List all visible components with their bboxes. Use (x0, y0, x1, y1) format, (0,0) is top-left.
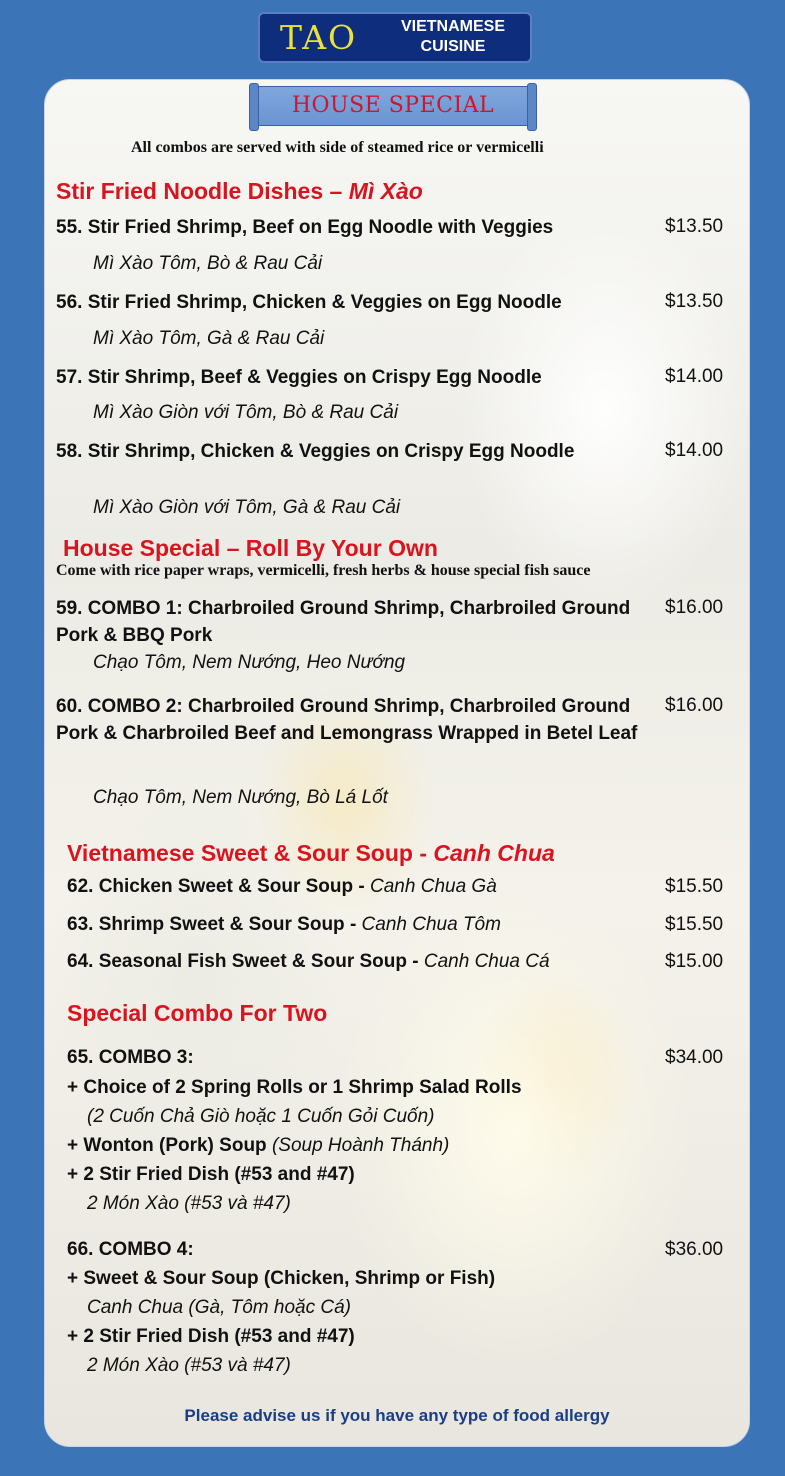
viet-name-57: Mì Xào Giòn với Tôm, Bò & Rau Cải (93, 402, 399, 423)
viet-name-55: Mì Xào Tôm, Bò & Rau Cải (93, 253, 323, 274)
brand-subtitle-line2: CUISINE (420, 38, 486, 55)
combo3-line2: (2 Cuốn Chả Giò hoặc 1 Cuốn Gỏi Cuốn) (87, 1106, 435, 1127)
combo3-line5: 2 Món Xào (#53 và #47) (87, 1193, 291, 1214)
combo3-title: 65. COMBO 3: (67, 1047, 194, 1068)
allergy-notice: Please advise us if you have any type of food allergy (184, 1406, 610, 1425)
price-60: $16.00 (665, 695, 724, 716)
combo4-line4: 2 Món Xào (#53 và #47) (87, 1355, 291, 1376)
combo3-line1: + Choice of 2 Spring Rolls or 1 Shrimp Salad Rolls (67, 1077, 522, 1098)
section-title-soup: Vietnamese Sweet & Sour Soup - Canh Chua (67, 840, 555, 866)
viet-name-58: Mì Xào Giòn với Tôm, Gà & Rau Cải (93, 497, 401, 518)
section-title-combo: Special Combo For Two (67, 1000, 328, 1026)
menu-item-62: 62. Chicken Sweet & Sour Soup - Canh Chua Gà (67, 876, 497, 897)
viet-name-56: Mì Xào Tôm, Gà & Rau Cải (93, 328, 325, 349)
combo4-line2: Canh Chua (Gà, Tôm hoặc Cá) (87, 1297, 352, 1318)
restaurant-header (258, 12, 532, 63)
combo4-line3: + 2 Stir Fried Dish (#53 and #47) (67, 1326, 355, 1347)
combo4-title: 66. COMBO 4: (67, 1239, 194, 1260)
combo3-line3: + Wonton (Pork) Soup (Soup Hoành Thánh) (67, 1135, 450, 1156)
menu-item-63: 63. Shrimp Sweet & Sour Soup - Canh Chua Tôm (67, 914, 501, 935)
price-63: $15.50 (665, 914, 724, 935)
price-56: $13.50 (665, 291, 724, 312)
intro-note: All combos are served with side of steamed rice or vermicelli (131, 139, 544, 156)
brand-subtitle-line1: VIETNAMESE (400, 18, 505, 35)
price-66: $36.00 (665, 1239, 724, 1260)
menu-item-60: 60. COMBO 2: Charbroiled Ground Shrimp, Charbroiled Ground Pork & Charbroiled Beef and Lemongrass Wrapped in Betel Leaf (56, 696, 638, 744)
house-special-banner: HOUSE SPECIAL (255, 86, 531, 126)
price-62: $15.50 (665, 876, 724, 897)
price-57: $14.00 (665, 366, 724, 387)
price-59: $16.00 (665, 597, 724, 618)
price-65: $34.00 (665, 1047, 724, 1068)
price-58: $14.00 (665, 440, 724, 461)
menu-item-56: 56. Stir Fried Shrimp, Chicken & Veggies on Egg Noodle (56, 292, 562, 313)
combo4-line1: + Sweet & Sour Soup (Chicken, Shrimp or Fish) (67, 1268, 496, 1289)
menu-panel (44, 79, 750, 1447)
roll-note: Come with rice paper wraps, vermicelli, fresh herbs & house special fish sauce (56, 562, 591, 579)
menu-item-64: 64. Seasonal Fish Sweet & Sour Soup - Canh Chua Cá (67, 951, 550, 972)
menu-item-59: 59. COMBO 1: Charbroiled Ground Shrimp, Charbroiled Ground Pork & BBQ Pork (56, 598, 631, 646)
menu-item-57: 57. Stir Shrimp, Beef & Veggies on Crispy Egg Noodle (56, 367, 542, 388)
viet-name-60: Chạo Tôm, Nem Nướng, Bò Lá Lốt (93, 787, 388, 808)
section-title-noodle: Stir Fried Noodle Dishes – Mì Xào (56, 178, 423, 204)
section-title-roll: House Special – Roll By Your Own (63, 535, 438, 561)
menu-item-55: 55. Stir Fried Shrimp, Beef on Egg Noodle with Veggies (56, 217, 554, 238)
viet-name-59: Chạo Tôm, Nem Nướng, Heo Nướng (93, 652, 406, 673)
brand-subtitle (388, 17, 518, 57)
price-55: $13.50 (665, 216, 724, 237)
menu-item-58: 58. Stir Shrimp, Chicken & Veggies on Crispy Egg Noodle (56, 441, 575, 462)
price-64: $15.00 (665, 951, 724, 972)
brand-logo: TAO (280, 18, 358, 57)
combo3-line4: + 2 Stir Fried Dish (#53 and #47) (67, 1164, 355, 1185)
